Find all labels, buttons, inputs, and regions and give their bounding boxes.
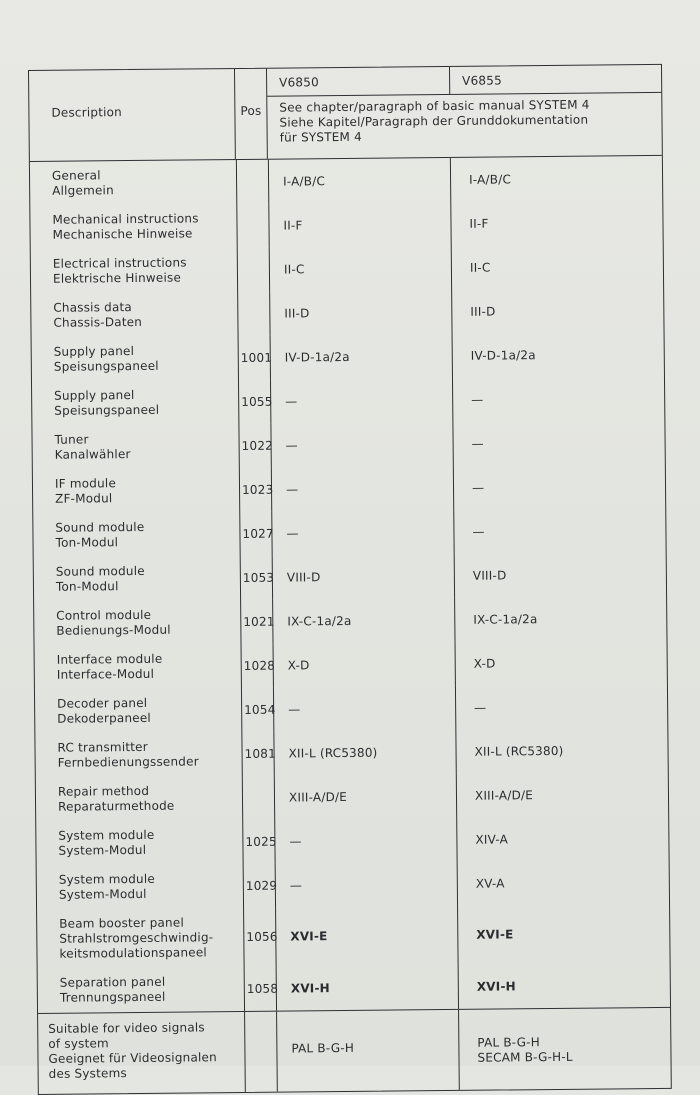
row-model-b: III-D xyxy=(451,288,663,334)
row-description: System module System-Modul xyxy=(58,827,155,858)
row-description: Electrical instructions Elektrische Hinweise xyxy=(52,255,187,286)
table-row xyxy=(33,508,665,558)
row-description: Control module Bedienungs-Modul xyxy=(56,607,171,638)
row-pos: 1023 xyxy=(239,468,271,512)
table-row xyxy=(35,728,667,778)
row-model-b: — xyxy=(452,376,664,422)
row-model-a: IX-C-1a/2a xyxy=(272,598,454,644)
row-description: Mechanical instructions Mechanische Hinweise xyxy=(52,211,199,242)
row-description: IF module ZF-Modul xyxy=(54,476,117,506)
row-description: Sound module Ton-Modul xyxy=(55,563,145,594)
footer-description: Suitable for video signals of system Geeignet für Videosignalen des Systems xyxy=(48,1020,217,1081)
table-header xyxy=(29,65,662,162)
table-row xyxy=(31,244,663,294)
row-model-a: — xyxy=(270,378,452,424)
table-row xyxy=(31,288,663,338)
table-row xyxy=(37,860,669,910)
table-row xyxy=(30,156,662,206)
row-model-a: II-F xyxy=(268,202,450,248)
table-row xyxy=(33,464,665,514)
row-model-b: XVI-H xyxy=(458,963,670,1009)
row-model-a: — xyxy=(273,686,455,732)
row-description: Chassis data Chassis-Daten xyxy=(53,300,143,330)
row-model-b: II-F xyxy=(450,200,662,246)
row-model-a: X-D xyxy=(273,642,455,688)
row-pos xyxy=(237,248,269,292)
row-pos: 1054 xyxy=(241,688,273,732)
row-description: System module System-Modul xyxy=(58,871,155,902)
row-pos xyxy=(242,776,274,820)
row-pos: 1021 xyxy=(240,600,272,644)
row-pos: 1027 xyxy=(239,512,271,556)
row-model-a: — xyxy=(275,862,457,908)
table-row xyxy=(30,200,662,250)
row-model-a: — xyxy=(271,510,453,556)
row-pos: 1081 xyxy=(241,732,273,776)
table-row xyxy=(32,332,664,382)
row-description: Repair method Reparaturmethode xyxy=(57,783,175,814)
row-model-a: XVI-E xyxy=(275,906,458,967)
row-pos: 1055 xyxy=(238,380,270,424)
pos-header: Pos xyxy=(234,69,267,159)
row-pos xyxy=(237,292,269,336)
row-model-b: IV-D-1a/2a xyxy=(452,332,664,378)
table-row xyxy=(35,640,667,690)
row-pos: 1029 xyxy=(243,864,275,908)
row-model-b: I-A/B/C xyxy=(450,156,662,202)
row-pos xyxy=(236,204,268,248)
row-pos: 1022 xyxy=(238,424,270,468)
model-header-group xyxy=(266,65,662,159)
table-row xyxy=(36,772,668,822)
row-pos xyxy=(236,160,268,204)
row-description: Beam booster panel Strahlstromgeschwindig- keitsmodulationspaneel xyxy=(59,915,214,961)
footer-model-a: PAL B-G-H xyxy=(276,1010,459,1092)
table-row xyxy=(32,376,664,426)
reference-table xyxy=(28,64,672,1095)
table-row xyxy=(38,963,670,1013)
footer-pos xyxy=(244,1012,277,1092)
row-model-a: XII-L (RC5380) xyxy=(273,730,455,776)
row-description: Supply panel Speisungspaneel xyxy=(53,343,159,374)
table-row xyxy=(37,904,670,969)
row-model-b: XIII-A/D/E xyxy=(456,772,668,818)
row-model-b: II-C xyxy=(451,244,663,290)
row-description: General Allgemein xyxy=(51,168,114,198)
row-description: Separation panel Trennungspaneel xyxy=(59,974,166,1005)
table-row xyxy=(32,420,664,470)
row-model-a: III-D xyxy=(269,290,451,336)
footer-model-b: PAL B-G-H SECAM B-G-H-L xyxy=(458,1008,671,1090)
row-model-a: I-A/B/C xyxy=(268,158,450,204)
row-model-a: — xyxy=(274,818,456,864)
table-row xyxy=(34,596,666,646)
row-model-b: XV-A xyxy=(457,860,669,906)
table-row xyxy=(34,552,666,602)
row-model-b: IX-C-1a/2a xyxy=(454,596,666,642)
table-footer xyxy=(38,1007,671,1094)
row-model-b: XIV-A xyxy=(456,816,668,862)
model-b-header: V6855 xyxy=(449,65,661,94)
table-row xyxy=(36,816,668,866)
row-model-b: XII-L (RC5380) xyxy=(455,728,667,774)
row-model-b: — xyxy=(452,420,664,466)
row-model-b: XVI-E xyxy=(457,904,670,965)
row-model-a: — xyxy=(270,422,452,468)
row-pos: 1025 xyxy=(242,820,274,864)
row-model-a: VIII-D xyxy=(272,554,454,600)
reference-note: See chapter/paragraph of basic manual SYSTEM 4 Siehe Kapitel/Paragraph der Grunddokumentation für SYSTEM 4 xyxy=(279,97,590,145)
row-model-a: XIII-A/D/E xyxy=(274,774,456,820)
row-description: RC transmitter Fernbedienungssender xyxy=(57,739,199,770)
row-description: Sound module Ton-Modul xyxy=(55,519,145,550)
row-model-b: VIII-D xyxy=(454,552,666,598)
table-body xyxy=(30,156,670,1013)
row-model-a: II-C xyxy=(269,246,451,292)
row-description: Tuner Kanalwähler xyxy=(54,432,131,462)
row-model-a: — xyxy=(271,466,453,512)
row-model-a: XVI-H xyxy=(276,965,458,1011)
row-model-b: — xyxy=(453,464,665,510)
row-description: Supply panel Speisungspaneel xyxy=(54,387,160,418)
row-pos: 1053 xyxy=(240,556,272,600)
row-description: Decoder panel Dekoderpaneel xyxy=(57,695,151,726)
row-model-b: — xyxy=(455,684,667,730)
row-model-a: IV-D-1a/2a xyxy=(270,334,452,380)
row-pos: 1001 xyxy=(238,336,270,380)
row-pos: 1058 xyxy=(244,967,276,1011)
description-header: Description xyxy=(51,104,123,120)
row-description: Interface module Interface-Modul xyxy=(56,651,163,682)
row-pos: 1028 xyxy=(241,644,273,688)
row-pos: 1056 xyxy=(243,908,276,967)
row-model-b: — xyxy=(453,508,665,554)
table-row xyxy=(35,684,667,734)
model-a-header: V6850 xyxy=(279,75,319,90)
row-model-b: X-D xyxy=(455,640,667,686)
